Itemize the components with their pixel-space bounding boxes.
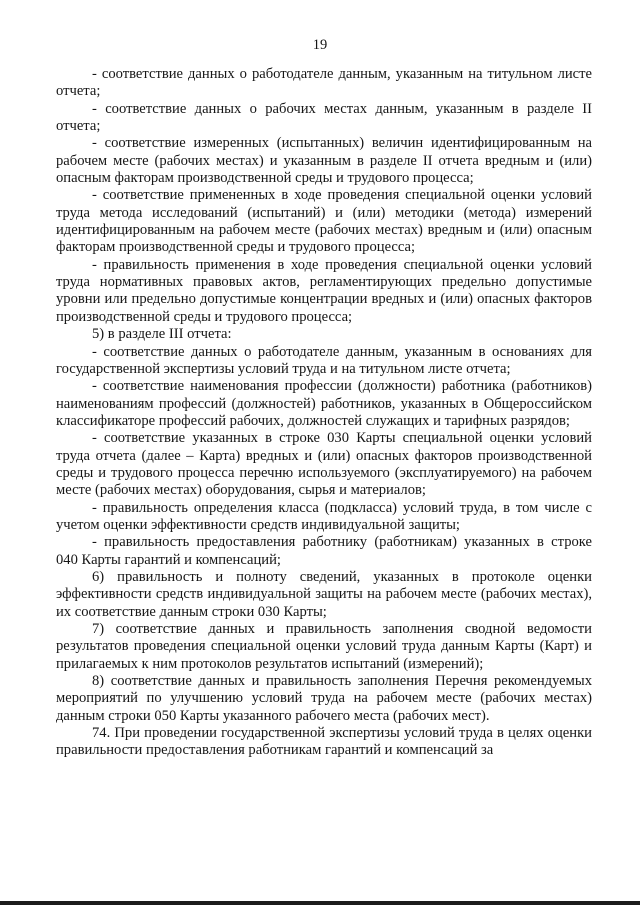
paragraph-item-6-ppe-protocol: 6) правильность и полноту сведений, указанных в протоколе оценки эффективности средств индивидуальной защиты на рабочем месте (рабочих местах), их соответствие данным строки 030 Карты; xyxy=(56,568,592,620)
paragraph-profession-names: - соответствие наименования профессии (должности) работника (работников) наименованиям профессий (должностей) работников, указанных в Общероссийском классификаторе профессий рабочих, должностей служащих и тарифных разрядов; xyxy=(56,378,592,429)
page-number: 19 xyxy=(312,37,328,53)
paragraph-employer-grounds: - соответствие данных о работодателе данным, указанным в основаниях для государственной экспертизы условий труда и на титульном листе отчета; xyxy=(56,343,592,377)
paragraph-measured-values: - соответствие измеренных (испытанных) величин идентифицированным на рабочем месте (рабочих местах) и указанным в разделе II отчета вредным и (или) опасным факторам производственной среды и трудового процесса; xyxy=(56,135,592,187)
scan-bottom-edge xyxy=(0,901,640,905)
paragraph-item-8-measures-list: 8) соответствие данных и правильность заполнения Перечня рекомендуемых мероприятий по улучшению условий труда на рабочем месте (рабочих местах) данным строки 050 Карты указанного рабочего места (рабочих мест). xyxy=(56,673,592,724)
paragraph-clause-74: 74. При проведении государственной экспертизы условий труда в целях оценки правильности предоставления работникам гарантий и компенсаций за xyxy=(56,725,592,759)
document-body xyxy=(56,66,592,760)
paragraph-research-methods: - соответствие примененных в ходе проведения специальной оценки условий труда метода исследований (испытаний) и (или) методики (метода) измерений идентифицированным на рабочем месте (рабочих местах) вредным и (или) опасным факторам производственной среды и трудового процесса; xyxy=(56,187,592,256)
paragraph-guarantees-line-040: - правильность предоставления работнику (работникам) указанных в строке 040 Карты гарантий и компенсаций; xyxy=(56,534,592,568)
paragraph-item-7-summary-sheet: 7) соответствие данных и правильность заполнения сводной ведомости результатов проведения специальной оценки условий труда данным Карты (Карт) и прилагаемых к ним протоколов результатов испытаний (измерений); xyxy=(56,621,592,672)
paragraph-normative-acts: - правильность применения в ходе проведения специальной оценки условий труда нормативных правовых актов, регламентирующих предельно допустимые уровни или предельно допустимые концентрации вредных и (или) опасных факторов производственной среды и трудового процесса; xyxy=(56,256,592,325)
paragraph-section-iii-heading: 5) в разделе III отчета: xyxy=(92,326,232,343)
paragraph-workplaces-section-ii: - соответствие данных о рабочих местах данным, указанным в разделе II отчета; xyxy=(56,100,592,135)
paragraph-card-line-030: - соответствие указанных в строке 030 Карты специальной оценки условий труда отчета (далее – Карта) вредных и (или) опасных факторов производственной среды и трудового процесса перечню используемого (эксплуатируемого) на рабочем месте (рабочих местах) оборудования, сырья и материалов; xyxy=(56,430,592,499)
paragraph-employer-title-sheet: - соответствие данных о работодателе данным, указанным на титульном листе отчета; xyxy=(56,66,592,100)
paragraph-class-determination: - правильность определения класса (подкласса) условий труда, в том числе с учетом оценки эффективности средств индивидуальной защиты; xyxy=(56,499,592,533)
